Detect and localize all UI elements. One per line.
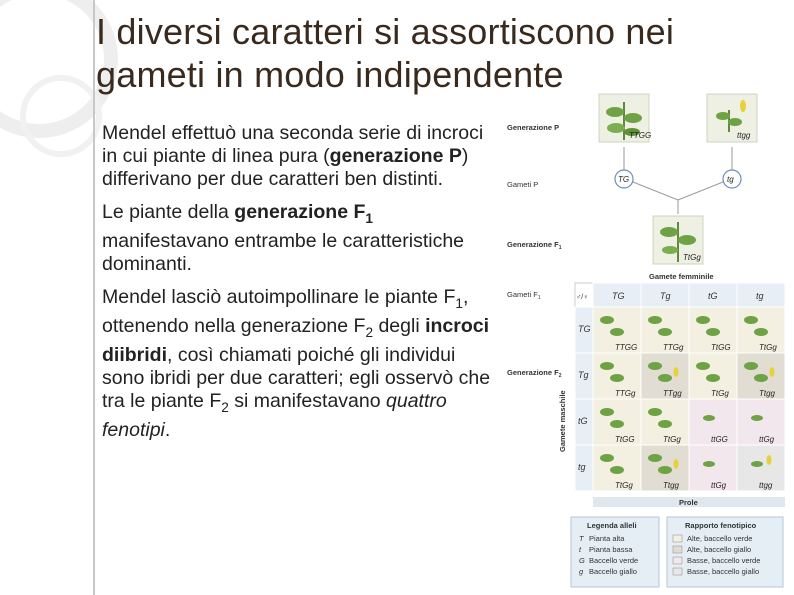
cell-2-1: TTGg [615, 389, 636, 398]
cell-3-2: TtGg [663, 435, 681, 444]
progeny-label: Prole [679, 498, 698, 507]
p3-text-c: degli [373, 314, 426, 337]
pheno-swatch-1 [673, 535, 682, 542]
parent-right-genotype: ttgg [737, 131, 751, 140]
pheno-text-4: Basse, baccello giallo [687, 567, 760, 576]
col-header-3: tG [708, 291, 718, 301]
cell-4-1: TtGg [615, 481, 633, 490]
pheno-swatch-2 [673, 546, 682, 553]
cell-1-4: TtGg [759, 343, 777, 352]
dihybrid-cross-figure [503, 92, 789, 592]
allele-text-3: Baccello verde [589, 556, 639, 565]
col-header-4: tg [756, 291, 764, 301]
paragraph-1 [102, 122, 502, 191]
row-header-4: tg [578, 462, 586, 472]
label-generazione-f2: Generazione $F_2$ [507, 368, 562, 379]
p1-text-c: ) differivano per due caratteri ben distinti. [102, 145, 469, 190]
p2-bold-generazione-f1 [234, 201, 373, 226]
allele-symbol-4: g [579, 567, 584, 576]
p3-sub-b: 2 [365, 324, 374, 340]
pheno-swatch-4 [673, 568, 682, 575]
p3-text-f: si manifestavano [228, 389, 386, 412]
f1-genotype: TtGg [683, 253, 701, 262]
cell-3-4: ttGg [759, 435, 775, 444]
pheno-text-3: Basse, baccello verde [687, 556, 761, 565]
cell-3-3: ttGG [711, 435, 728, 444]
p3-sub-e: 2 [221, 399, 229, 415]
gamete-p-right-label: tg [727, 175, 734, 184]
allele-text-1: Pianta alta [589, 534, 625, 543]
label-generazione-f1: Generazione $F_1$ [507, 240, 562, 251]
allele-symbol-2: t [579, 545, 582, 554]
fertilization-lines [633, 182, 723, 200]
paragraph-3 [102, 286, 502, 442]
col-header-2: Tg [660, 291, 671, 301]
row-header-2: Tg [578, 370, 589, 380]
legend-phenotype [667, 517, 783, 587]
cell-1-1: TTGG [615, 343, 638, 352]
decorative-vertical-rule [93, 0, 95, 595]
cell-1-2: TTGg [663, 343, 684, 352]
p1-text-a: Mendel effettuò una seconda serie di incroci in cui piante di linea pura ( [102, 122, 484, 167]
slide-title: I diversi caratteri si assortiscono nei gameti in modo indipendente [96, 11, 675, 95]
male-gametes-label: Gamete maschile [558, 390, 567, 452]
pheno-text-2: Alte, baccello giallo [687, 545, 752, 554]
cell-2-2: TTgg [663, 389, 682, 398]
gamete-p-left-label: TG [618, 175, 630, 184]
row-header-1: TG [578, 324, 591, 334]
cell-3-1: TtGG [615, 435, 635, 444]
col-header-1: TG [612, 291, 625, 301]
legend-alleles [571, 517, 659, 587]
legend-alleles-title: Legenda alleli [587, 521, 637, 530]
legend-pheno-title: Rapporto fenotipico [685, 521, 757, 530]
cell-4-4: ttgg [759, 481, 773, 490]
p3-text-e: , così chiamati poiché gli individui sono ibridi per due caratteri; egli osservò che tra le piante F [102, 343, 491, 412]
p2-subscript: 1 [365, 210, 373, 226]
parent-left-genotype: TTGG [629, 131, 652, 140]
pheno-text-1: Alte, baccello verde [687, 534, 753, 543]
label-generazione-p: Generazione P [507, 123, 560, 132]
p3-sub-a: 1 [455, 295, 463, 311]
cross-symbol: ♂/♀ [576, 294, 589, 301]
paragraph-2 [102, 201, 502, 276]
p3-text-a: Mendel lasciò autoimpollinare le piante F [102, 285, 456, 308]
allele-text-2: Pianta bassa [589, 545, 633, 554]
cell-4-3: ttGg [711, 481, 727, 490]
p3-text-h: . [164, 418, 171, 441]
pheno-swatch-3 [673, 557, 682, 564]
cell-2-3: TtGg [711, 389, 729, 398]
allele-symbol-3: G [579, 556, 585, 565]
slide-body [102, 122, 502, 452]
row-header-3: tG [578, 416, 588, 426]
cell-2-4: Ttgg [759, 389, 776, 398]
allele-symbol-1: T [579, 534, 584, 543]
female-gametes-label: Gamete femminile [649, 272, 714, 281]
cell-1-3: TtGG [711, 343, 731, 352]
label-gameti-f1: Gameti $F_1$ [507, 290, 541, 301]
cell-4-2: Ttgg [663, 481, 680, 490]
allele-text-4: Baccello giallo [589, 567, 637, 576]
decorative-ring-small [20, 75, 102, 157]
p2-text-a: Le piante della [102, 201, 235, 223]
label-gameti-p: Gameti P [507, 180, 539, 189]
p2-text-c: manifestavano entrambe le caratteristiche dominanti. [102, 229, 465, 275]
p3-italic-quattro-fenotipi: quattro fenotipi [102, 389, 447, 441]
p3-text-b: , ottenendo nella generazione F [102, 285, 469, 337]
punnett-grid [575, 283, 785, 491]
p3-bold-incroci-diibridi: incroci diibridi [102, 314, 490, 366]
p1-bold-generazione-p: generazione P [329, 145, 462, 167]
p2-bold-text: generazione F [234, 201, 366, 223]
